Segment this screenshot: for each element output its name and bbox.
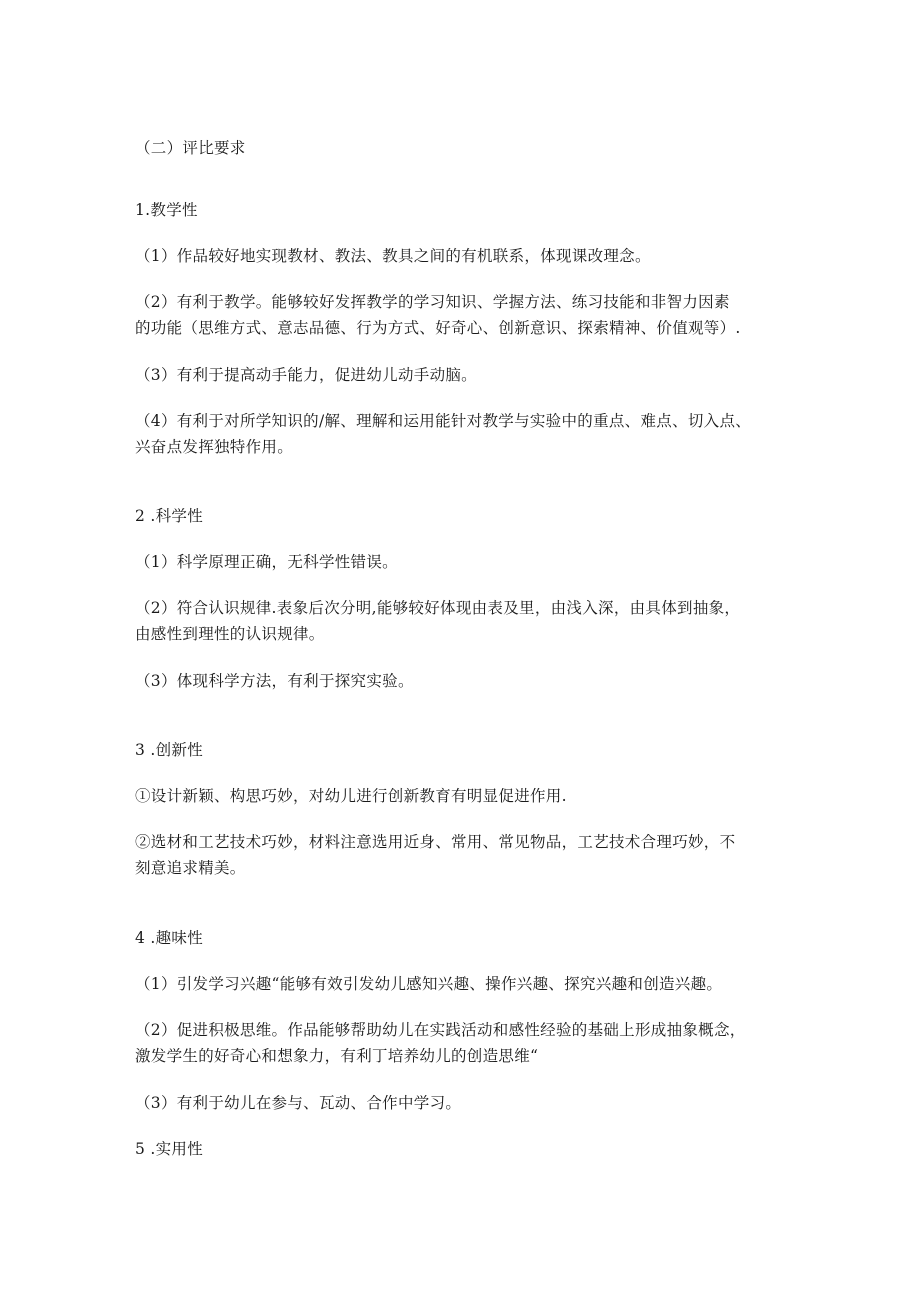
heading-practicality: 5 .实用性 <box>135 1140 204 1158</box>
paragraph: （3）有利于幼儿在参与、瓦动、合作中学习。 <box>135 1094 462 1112</box>
paragraph-line: 激发学生的好奇心和想象力，有利丁培养幼儿的创造思维“ <box>135 1047 539 1065</box>
paragraph-line: （4）有利于对所学知识的/解、理解和运用能针对教学与实验中的重点、难点、切入点、 <box>135 412 752 430</box>
paragraph-line: ②选材和工艺技术巧妙，材料注意选用近身、常用、常见物品，工艺技术合理巧妙，不 <box>135 833 736 851</box>
paragraph-line: 刻意追求精美。 <box>135 859 246 877</box>
paragraph-line: 由感性到理性的认识规律。 <box>135 625 325 643</box>
paragraph-line: （2）符合认识规律.表象后次分明,能够较好体现由表及里，由浅入深，由具体到抽象， <box>135 599 741 617</box>
paragraph-line: 兴奋点发挥独特作用。 <box>135 438 294 456</box>
paragraph: （3）有利于提高动手能力，促进幼儿动手动脑。 <box>135 366 477 384</box>
paragraph: （1）科学原理正确，无科学性错误。 <box>135 553 398 571</box>
heading-fun: 4 .趣味性 <box>135 929 204 947</box>
heading-science: 2 .科学性 <box>135 507 204 525</box>
paragraph-line: （2）促进积极思维。作品能够帮助幼儿在实践活动和感性经验的基础上形成抽象概念， <box>135 1021 746 1039</box>
paragraph: ①设计新颖、构思巧妙，对幼儿进行创新教育有明显促进作用. <box>135 787 567 805</box>
paragraph-line: 的功能（思维方式、意志品德、行为方式、好奇心、创新意识、探索精神、价值观等）. <box>135 319 741 337</box>
heading-innovation: 3 .创新性 <box>135 741 204 759</box>
heading-teaching: 1.教学性 <box>135 201 198 219</box>
paragraph: （3）体现科学方法，有利于探究实验。 <box>135 672 414 690</box>
paragraph: （1）引发学习兴趣“能够有效引发幼儿感知兴趣、操作兴趣、探究兴趣和创造兴趣。 <box>135 975 723 993</box>
paragraph: （1）作品较好地实现教材、教法、教具之间的有机联系，体现课改理念。 <box>135 247 651 265</box>
paragraph-line: （2）有利于教学。能够较好发挥教学的学习知识、学握方法、练习技能和非智力因素 <box>135 293 730 311</box>
section-title: （二）评比要求 <box>135 139 246 157</box>
